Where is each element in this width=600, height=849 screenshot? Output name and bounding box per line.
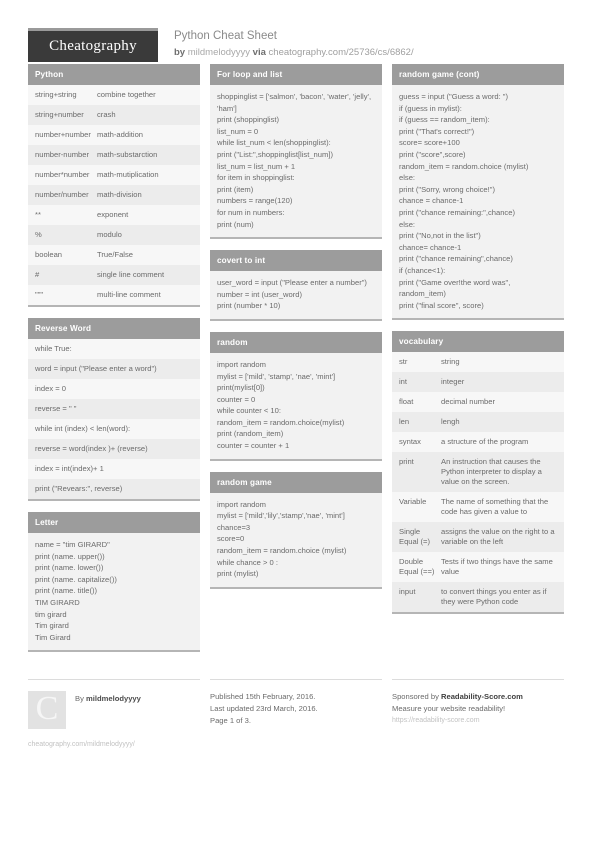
sponsor-name[interactable]: Readability-Score.com (441, 692, 523, 702)
source-url-link[interactable]: cheatography.com/25736/cs/6862/ (268, 47, 414, 58)
code-line: if (guess == random_item): (399, 115, 490, 125)
column-1 (28, 64, 200, 663)
row-value: integer (441, 377, 465, 387)
table-row (28, 379, 200, 399)
code-block (210, 353, 382, 459)
code-line: print (name. title()) (35, 586, 98, 596)
row-value: math-division (97, 190, 142, 199)
code-line: print ("final score", score) (399, 300, 484, 310)
code-line: chance = chance-1 (399, 196, 464, 206)
code-line: else: (399, 219, 416, 229)
row-key: while int (index) < len(word): (35, 424, 131, 433)
footer-author-column (28, 679, 200, 748)
code-line: random_item = random.choice (mylist) (399, 161, 529, 171)
row-value: modulo (97, 230, 122, 239)
code-line: counter = counter + 1 (217, 441, 290, 451)
code-line: print ("That's correct!") (399, 126, 475, 136)
code-line: while counter < 10: (217, 406, 281, 416)
card (210, 64, 382, 239)
code-line: mylist = ['mild', 'stamp', 'nae', 'mint'] (217, 371, 336, 381)
table-row (392, 432, 564, 452)
row-key: len (399, 417, 410, 427)
card (392, 64, 564, 320)
cheatography-badge-icon: C (28, 691, 66, 729)
row-value: math-mutiplication (97, 170, 159, 179)
logo-text: Cheatography (49, 38, 137, 54)
row-key: number/number (35, 190, 89, 199)
updated-date: Last updated 23rd March, 2016. (210, 704, 318, 714)
row-value: single line comment (97, 270, 165, 279)
code-line: random_item = random.choice (mylist) (217, 546, 347, 556)
table-row (28, 359, 200, 379)
row-value: exponent (97, 210, 129, 219)
table-row (28, 339, 200, 359)
table-row (392, 352, 564, 372)
card-body (210, 353, 382, 459)
row-value: The name of something that the code has given a value to (441, 497, 549, 517)
row-key: reverse = word(index )+ (reverse) (35, 444, 148, 453)
row-key: int (399, 377, 408, 387)
table-row (392, 492, 564, 522)
author-link[interactable]: mildmelodyyyy (187, 47, 251, 58)
card-title: random (210, 332, 382, 353)
row-key: # (35, 270, 40, 279)
card-title: Reverse Word (28, 318, 200, 339)
footer-byline (75, 691, 141, 729)
row-value: An instruction that causes the Python interpreter to display a value on the screen. (441, 457, 542, 487)
table-row (28, 459, 200, 479)
code-line: list_num = 0 (217, 126, 259, 136)
code-line: import random (217, 499, 266, 509)
card-title: vocabulary (392, 331, 564, 352)
published-date: Published 15th February, 2016. (210, 692, 316, 702)
code-line: number = int (user_word) (217, 289, 303, 299)
row-value: crash (97, 110, 116, 119)
code-line: numbers = range(120) (217, 196, 293, 206)
code-line: print (random_item) (217, 429, 284, 439)
card (28, 512, 200, 652)
row-key: Single Equal (=) (399, 527, 431, 547)
code-line: counter = 0 (217, 394, 256, 404)
code-line: shoppinglist = ['salmon', 'bacon', 'water', 'jelly', 'ham'] (217, 92, 374, 113)
table-row (392, 452, 564, 492)
column-3 (392, 64, 564, 663)
table-row (392, 392, 564, 412)
code-line: Tim Girard (35, 632, 71, 642)
code-block (210, 271, 382, 319)
table-row (28, 419, 200, 439)
code-line: print (name. capitalize()) (35, 574, 117, 584)
code-line: print ("chance remaining:",chance) (399, 207, 515, 217)
table-row (392, 552, 564, 582)
row-key: index = 0 (35, 384, 67, 393)
table-row (28, 185, 200, 205)
table-row (28, 205, 200, 225)
table-row (28, 125, 200, 145)
row-key: number-number (35, 150, 90, 159)
cards-columns (0, 58, 600, 663)
code-line: print ("score",score) (399, 149, 466, 159)
card (28, 64, 200, 307)
page-footer (0, 667, 600, 748)
code-line: mylist = ['mild','lily','stamp','nae', 'mint'] (217, 511, 345, 521)
row-key: Double Equal (==) (399, 557, 435, 577)
table-row (28, 105, 200, 125)
card-body (28, 533, 200, 650)
row-key: input (399, 587, 416, 597)
row-key: % (35, 230, 42, 239)
card-body (210, 85, 382, 237)
code-line: while list_num < len(shoppinglist): (217, 138, 331, 148)
row-key: str (399, 357, 408, 367)
row-key: """ (35, 290, 44, 299)
row-key: number+number (35, 130, 91, 139)
code-line: list_num = list_num + 1 (217, 161, 296, 171)
row-key: reverse = " " (35, 404, 77, 413)
footer-dates-column (210, 679, 382, 748)
code-line: print ("Game over!the word was", random_item) (399, 277, 513, 299)
sponsor-url[interactable]: https://readability-score.com (392, 717, 480, 725)
row-key: float (399, 397, 414, 407)
row-value: combine together (97, 90, 156, 99)
sponsor-prefix: Sponsored by (392, 692, 439, 702)
code-line: print ("No,not in the list") (399, 231, 481, 241)
table-row (28, 145, 200, 165)
table-row (392, 412, 564, 432)
card (210, 472, 382, 589)
code-line: for num in numbers: (217, 207, 285, 217)
code-line: print (mylist) (217, 569, 259, 579)
table-row (28, 439, 200, 459)
row-key: while True: (35, 344, 72, 353)
row-value: to convert things you enter as if they were Python code (441, 587, 547, 607)
card-body (392, 352, 564, 612)
row-key: print ("Revears:", reverse) (35, 484, 123, 493)
footer-author-url[interactable]: cheatography.com/mildmelodyyyy/ (28, 741, 135, 749)
table-row (28, 85, 200, 105)
sponsor-tagline: Measure your website readability! (392, 704, 506, 714)
code-line: while chance > 0 : (217, 557, 278, 567)
code-line: score=0 (217, 534, 245, 544)
code-line: Tim girard (35, 621, 69, 631)
card-body (28, 339, 200, 499)
card-title: covert to int (210, 250, 382, 271)
code-line: guess = input ("Guess a word: ") (399, 92, 509, 101)
card (28, 318, 200, 501)
column-2 (210, 64, 382, 663)
code-line: user_word = input ("Please enter a number") (217, 278, 367, 288)
row-key: string+string (35, 90, 77, 99)
table-row (28, 285, 200, 305)
page-number: Page 1 of 3. (210, 716, 251, 726)
table-row (392, 372, 564, 392)
row-key: boolean (35, 250, 63, 259)
row-value: lengh (441, 417, 460, 427)
code-line: print ("Sorry, wrong choice!") (399, 184, 495, 194)
card (210, 332, 382, 461)
card-title: random game (cont) (392, 64, 564, 85)
row-key: ** (35, 210, 41, 219)
code-line: print (shoppinglist) (217, 115, 280, 125)
card (392, 331, 564, 614)
table-row (28, 399, 200, 419)
table-row (28, 245, 200, 265)
code-line: print (number * 10) (217, 301, 281, 311)
row-value: decimal number (441, 397, 496, 407)
card-body (210, 493, 382, 587)
row-value: a structure of the program (441, 437, 529, 447)
row-value: Tests if two things have the same value (441, 557, 553, 577)
row-value: math-addition (97, 130, 144, 139)
cheatography-logo[interactable] (28, 28, 158, 62)
byline (174, 47, 414, 59)
card-body (210, 271, 382, 319)
code-line: chance=3 (217, 522, 251, 532)
by-prefix: by (174, 47, 186, 58)
row-key: print (399, 457, 414, 467)
row-value: string (441, 357, 460, 367)
row-value: True/False (97, 250, 134, 259)
table-row (28, 265, 200, 285)
row-value: multi-line comment (97, 290, 161, 299)
row-key: word = input ("Please enter a word") (35, 364, 157, 373)
footer-author[interactable]: mildmelodyyyy (86, 694, 141, 704)
row-key: index = int(index)+ 1 (35, 464, 104, 473)
code-line: print (name. upper()) (35, 551, 105, 561)
code-line: name = "tim GIRARD" (35, 540, 110, 549)
title-block (174, 28, 414, 59)
row-key: syntax (399, 437, 421, 447)
card-body (392, 85, 564, 318)
via-prefix: via (252, 47, 266, 58)
page-header (0, 0, 600, 58)
code-line: else: (399, 173, 416, 183)
card-body (28, 85, 200, 305)
row-value: math-substarction (97, 150, 158, 159)
code-line: print (item) (217, 184, 254, 194)
row-key: Variable (399, 497, 427, 507)
code-line: if (chance<1): (399, 265, 446, 275)
card (210, 250, 382, 321)
code-line: TIM GIRARD (35, 597, 80, 607)
table-row (28, 479, 200, 499)
code-line: print (name. lower()) (35, 563, 104, 573)
table-row (28, 165, 200, 185)
code-line: print ("chance remaining",chance) (399, 254, 513, 264)
card-title: Python (28, 64, 200, 85)
card-title: Letter (28, 512, 200, 533)
card-title: For loop and list (210, 64, 382, 85)
footer-sponsor-column (392, 679, 564, 748)
code-line: for item in shoppinglist: (217, 173, 295, 183)
code-block (392, 85, 564, 318)
code-line: score= score+100 (399, 138, 460, 148)
code-line: random_item = random.choice(mylist) (217, 417, 345, 427)
table-row (392, 522, 564, 552)
code-block (210, 85, 382, 237)
row-key: string+number (35, 110, 84, 119)
code-line: tim girard (35, 609, 67, 619)
table-row (28, 225, 200, 245)
code-line: print ("List:",shoppinglist[list_num]) (217, 149, 333, 159)
code-line: print (num) (217, 219, 254, 229)
row-key: number*number (35, 170, 90, 179)
table-row (392, 582, 564, 612)
sponsor-line (392, 691, 564, 703)
page-title: Python Cheat Sheet (174, 30, 277, 42)
code-line: if (guess in mylist): (399, 103, 462, 113)
code-line: print(mylist[0]) (217, 383, 265, 393)
code-line: chance= chance-1 (399, 242, 462, 252)
card-title: random game (210, 472, 382, 493)
row-value: assigns the value on the right to a variable on the left (441, 527, 555, 547)
code-line: import random (217, 359, 266, 369)
code-block (28, 533, 200, 650)
code-block (210, 493, 382, 587)
footer-by-prefix: By (75, 694, 84, 704)
